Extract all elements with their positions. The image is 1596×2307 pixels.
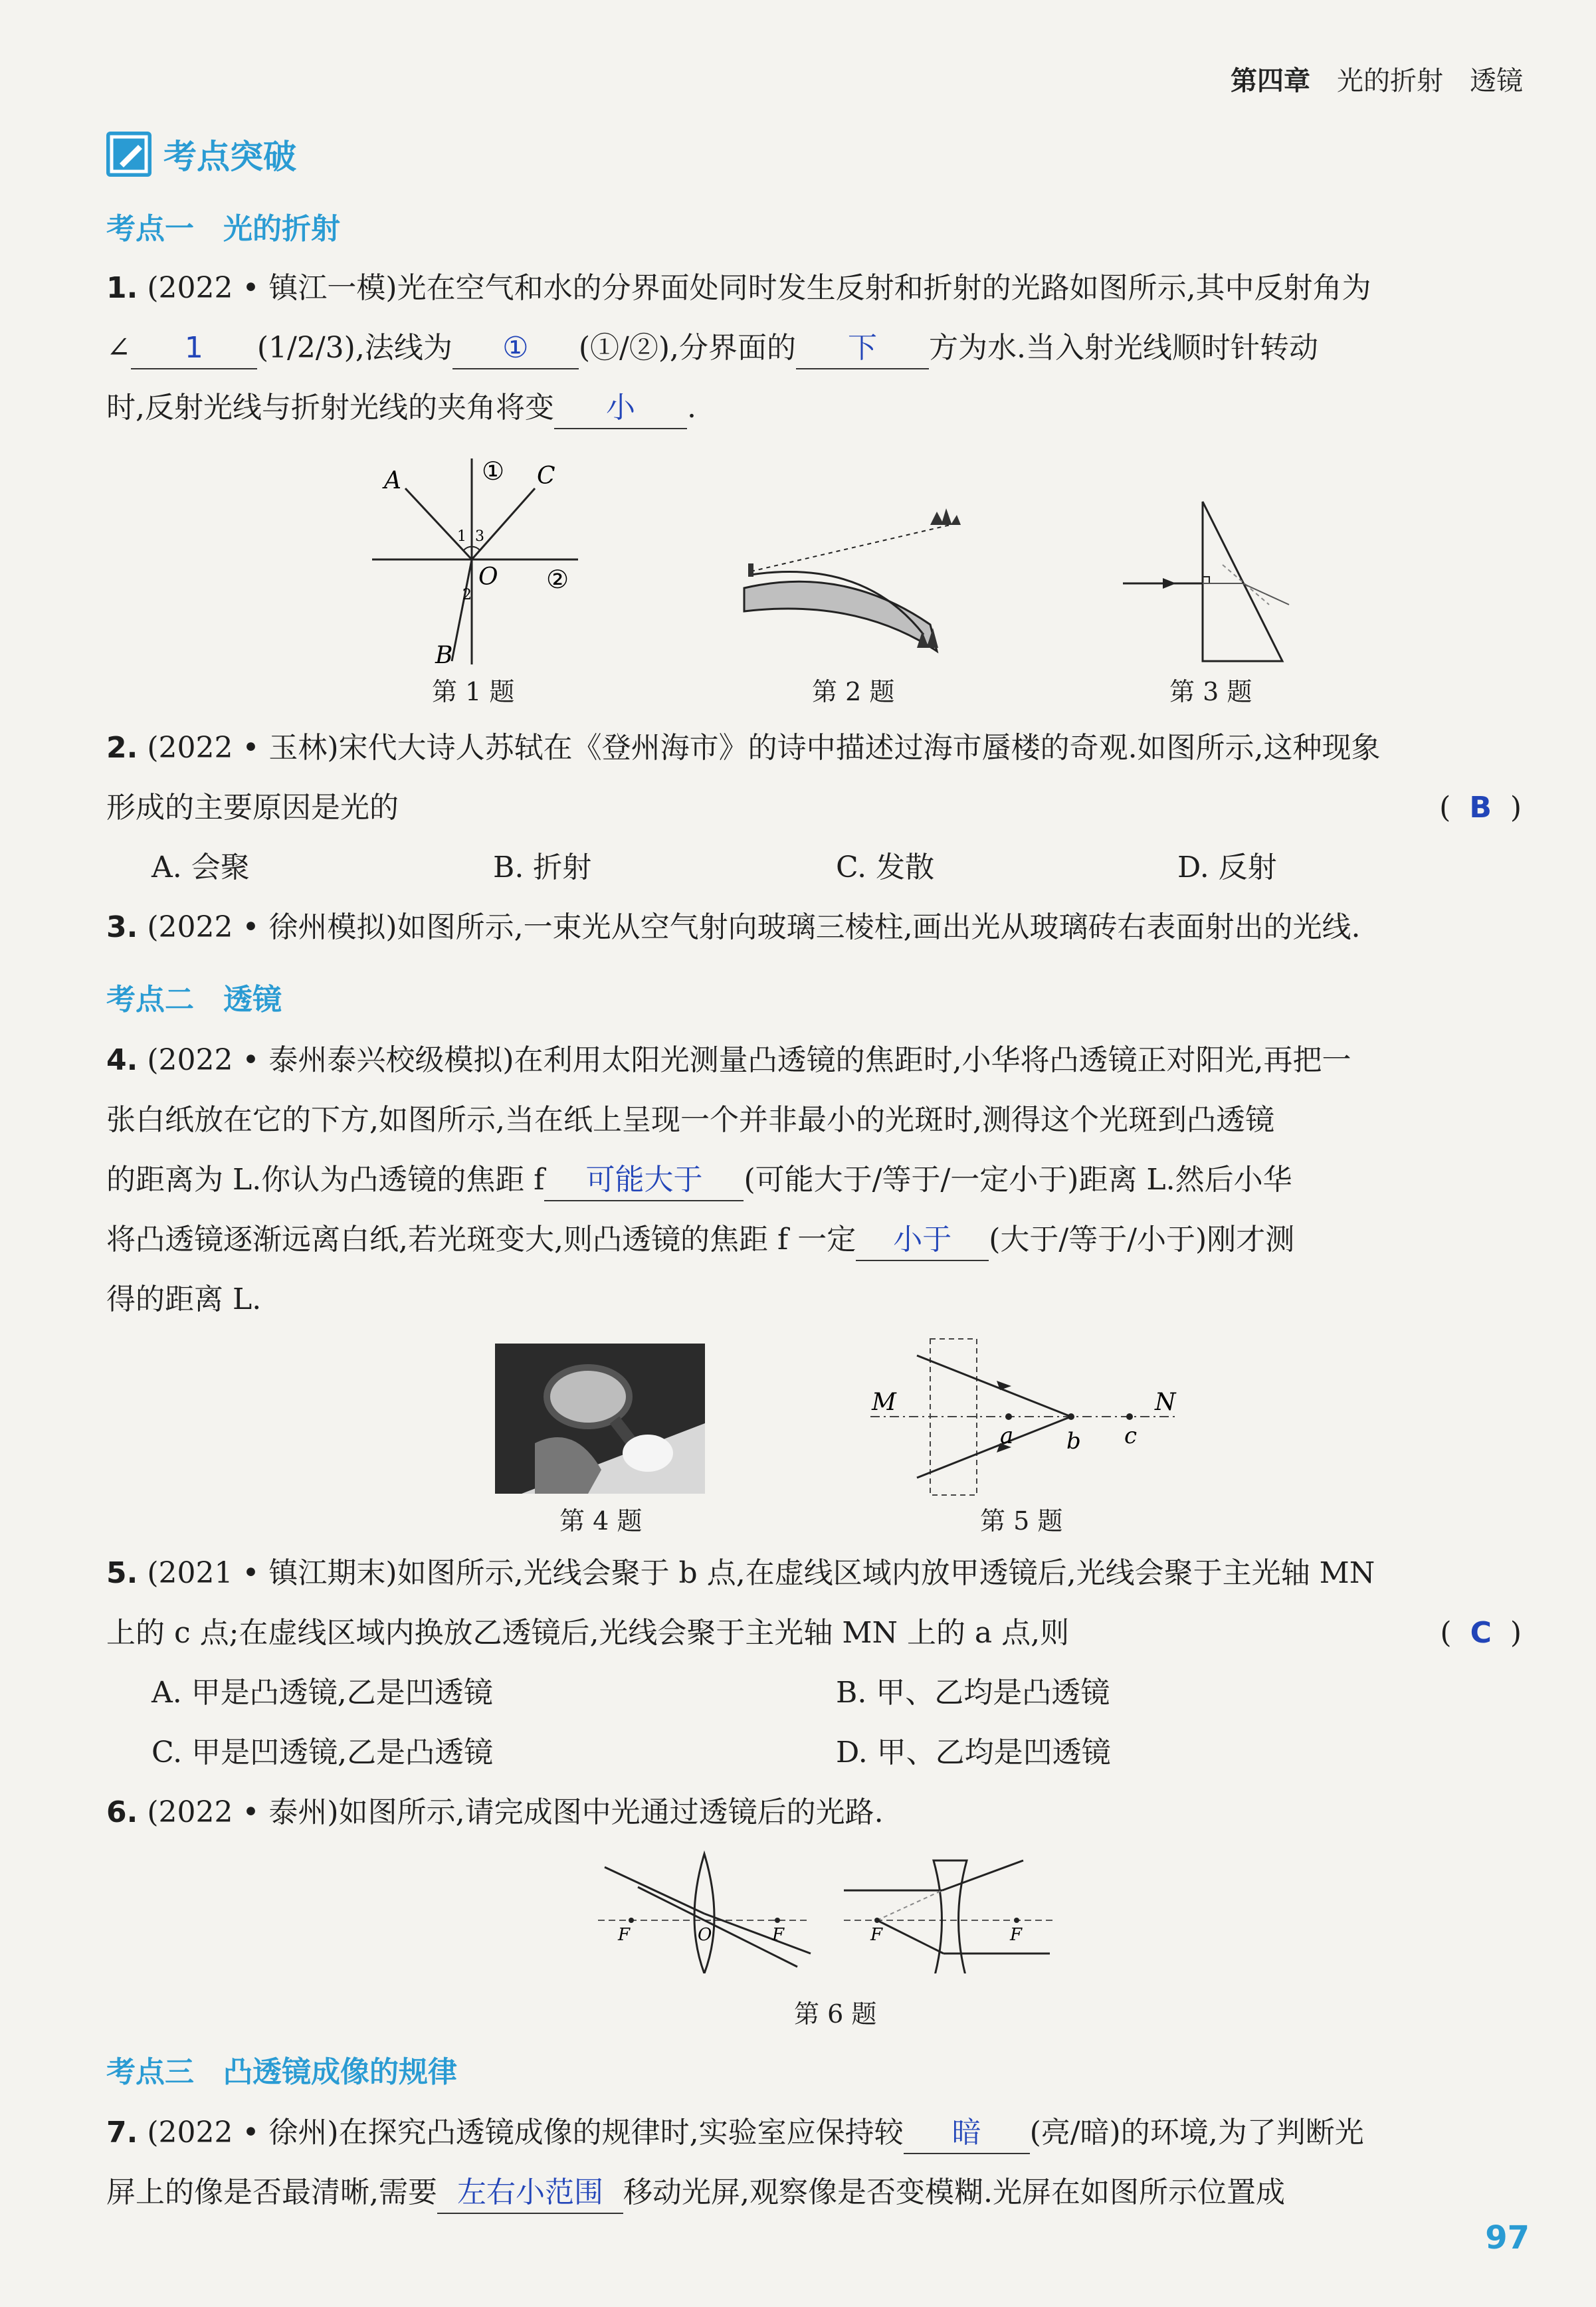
q4-line3 bbox=[106, 1160, 1522, 1201]
label-C: C bbox=[537, 462, 555, 490]
label-interface-2: ② bbox=[546, 565, 569, 594]
question-text: 将凸透镜逐渐远离白纸,若光斑变大,则凸透镜的焦距 f 一定 bbox=[106, 1223, 856, 1256]
question-text: 形成的主要原因是光的 bbox=[106, 791, 399, 825]
question-text: 方为水.当入射光线顺时针转动 bbox=[928, 331, 1318, 365]
figure-6-diagram bbox=[598, 1841, 1063, 1973]
option-b: B. 折射 bbox=[493, 851, 592, 884]
option-c: C. 发散 bbox=[836, 851, 935, 884]
ray-B bbox=[452, 559, 472, 661]
point-b bbox=[1068, 1413, 1074, 1420]
light-spot bbox=[623, 1435, 673, 1472]
option-a: A. 会聚 bbox=[151, 851, 250, 884]
subsection-label: 透镜 bbox=[1470, 66, 1523, 96]
question-number: 5. bbox=[106, 1556, 138, 1590]
focus-right bbox=[1014, 1918, 1019, 1923]
q5-line2 bbox=[106, 1613, 1522, 1653]
figure-3-prism bbox=[1116, 498, 1302, 671]
answer-blank: ① bbox=[452, 328, 579, 369]
question-text: (1/2/3),法线为 bbox=[256, 331, 452, 365]
question-text: (大于/等于/小于)刚才测 bbox=[989, 1223, 1295, 1256]
section-title-text: 考点突破 bbox=[163, 138, 296, 176]
arrow-icon bbox=[1163, 578, 1176, 589]
topic-name: 凸透镜成像的规律 bbox=[223, 2055, 457, 2089]
option-d: D. 甲、乙均是凹透镜 bbox=[836, 1736, 1111, 1769]
question-text: 时,反射光线与折射光线的夹角将变 bbox=[106, 391, 554, 425]
option-b: B. 甲、乙均是凸透镜 bbox=[836, 1676, 1110, 1710]
label-O: O bbox=[478, 563, 498, 591]
ray-A bbox=[405, 488, 472, 559]
lower-ray bbox=[917, 1417, 1071, 1478]
caption-fig6: 第 6 题 bbox=[794, 1999, 877, 2029]
label-c: c bbox=[1124, 1423, 1138, 1449]
upper-ray bbox=[917, 1355, 1071, 1417]
option-c: C. 甲是凹透镜,乙是凸透镜 bbox=[151, 1736, 494, 1769]
label-F: F bbox=[772, 1925, 785, 1945]
ray-C bbox=[472, 488, 535, 559]
topic-name: 透镜 bbox=[223, 983, 282, 1017]
question-text: . bbox=[687, 391, 696, 425]
q5-line1 bbox=[106, 1554, 1522, 1593]
question-text: (①/②),分界面的 bbox=[578, 331, 796, 365]
section-title bbox=[106, 128, 296, 181]
caption-fig4: 第 4 题 bbox=[559, 1506, 643, 1536]
label-F: F bbox=[618, 1925, 631, 1945]
question-text: 屏上的像是否最清晰,需要 bbox=[106, 2175, 437, 2209]
figure-2-mirage bbox=[731, 505, 983, 664]
topic-heading-1 bbox=[106, 205, 340, 247]
question-text: (2022 • 徐州模拟)如图所示,一束光从空气射向玻璃三棱柱,画出光从玻璃砖右表面射出的光线. bbox=[147, 910, 1361, 944]
topic-heading-3 bbox=[106, 2048, 457, 2090]
caption-fig3: 第 3 题 bbox=[1169, 677, 1252, 706]
q1-line3 bbox=[106, 388, 1522, 429]
question-number: 4. bbox=[106, 1043, 138, 1077]
section-label: 光的折射 bbox=[1337, 66, 1443, 96]
answer-blank: 暗 bbox=[904, 2113, 1030, 2154]
question-text: 移动光屏,观察像是否变模糊.光屏在如图所示位置成 bbox=[623, 2175, 1285, 2209]
question-number: 3. bbox=[106, 910, 138, 944]
label-b: b bbox=[1066, 1428, 1081, 1454]
question-text: (2022 • 玉林)宋代大诗人苏轼在《登州海市》的诗中描述过海市蜃楼的奇观.如图所示,这种现象 bbox=[147, 731, 1381, 765]
topic-name: 光的折射 bbox=[223, 212, 340, 246]
answer-bracket: ( C ) bbox=[1440, 1616, 1522, 1650]
q7-line1 bbox=[106, 2113, 1522, 2154]
focus-left bbox=[874, 1918, 880, 1923]
label-B: B bbox=[435, 642, 453, 669]
q6-line1 bbox=[106, 1793, 1522, 1833]
label-F: F bbox=[870, 1925, 883, 1945]
figure-1-diagram bbox=[372, 452, 591, 671]
ray-extension bbox=[877, 1890, 942, 1920]
question-text: (亮/暗)的环境,为了判断光 bbox=[1029, 2116, 1364, 2150]
question-text: (2022 • 徐州)在探究凸透镜成像的规律时,实验室应保持较 bbox=[147, 2116, 904, 2150]
magnifier-lens bbox=[547, 1367, 629, 1426]
answer-blank: 左右小范围 bbox=[437, 2173, 623, 2214]
question-text: 得的距离 L. bbox=[106, 1282, 262, 1316]
label-a: a bbox=[1000, 1423, 1014, 1449]
q1-line1 bbox=[106, 268, 1522, 308]
answer-blank: 可能大于 bbox=[544, 1160, 744, 1201]
label-O: O bbox=[698, 1925, 712, 1945]
label-A: A bbox=[384, 467, 401, 494]
q2-line2 bbox=[106, 788, 1522, 828]
answer-blank: 1 bbox=[131, 328, 257, 369]
caption-fig5: 第 5 题 bbox=[980, 1506, 1063, 1536]
q2-line1 bbox=[106, 728, 1522, 768]
question-text: (2022 • 镇江一模)光在空气和水的分界面处同时发生反射和折射的光路如图所示,其中反射角为 bbox=[147, 271, 1371, 305]
apparent-ray bbox=[751, 525, 950, 571]
label-normal-1: ① bbox=[482, 456, 505, 486]
option-d: D. 反射 bbox=[1177, 851, 1277, 884]
question-text: (2022 • 泰州泰兴校级模拟)在利用太阳光测量凸透镜的焦距时,小华将凸透镜正对阳光,再把一 bbox=[147, 1043, 1351, 1077]
q4-line1 bbox=[106, 1041, 1522, 1080]
q4-line5 bbox=[106, 1280, 1522, 1320]
angle-symbol: ∠ bbox=[106, 331, 131, 365]
question-text: 上的 c 点;在虚线区域内换放乙透镜后,光线会聚于主光轴 MN 上的 a 点,则 bbox=[106, 1616, 1070, 1650]
caption-fig1: 第 1 题 bbox=[432, 677, 515, 706]
answer-blank: 小于 bbox=[856, 1220, 989, 1261]
point-a bbox=[1005, 1413, 1012, 1420]
question-text: (2022 • 泰州)如图所示,请完成图中光通过透镜后的光路. bbox=[147, 1795, 884, 1829]
figure-4-photo bbox=[495, 1344, 705, 1494]
q1-line2 bbox=[106, 328, 1522, 369]
ray-diverge bbox=[942, 1860, 1023, 1890]
topic-heading-2 bbox=[106, 975, 282, 1018]
mirage-image-icon bbox=[930, 508, 961, 525]
page-header bbox=[1231, 60, 1523, 98]
prism-outline bbox=[1203, 502, 1282, 661]
concave-lens bbox=[934, 1860, 967, 1973]
topic-num: 考点二 bbox=[106, 983, 194, 1017]
observer-icon bbox=[748, 563, 753, 577]
q3-line1 bbox=[106, 908, 1522, 948]
label-M: M bbox=[872, 1389, 896, 1416]
q7-line2 bbox=[106, 2173, 1522, 2214]
angle-2: 2 bbox=[462, 587, 472, 603]
figure-5-diagram bbox=[864, 1336, 1183, 1502]
pencil-icon bbox=[106, 132, 151, 177]
label-F: F bbox=[1010, 1925, 1023, 1945]
focus-left bbox=[629, 1918, 634, 1923]
angle-3: 3 bbox=[475, 528, 484, 545]
choice-answer: B bbox=[1469, 791, 1492, 825]
ray-incident bbox=[605, 1867, 704, 1914]
angle-1: 1 bbox=[457, 528, 466, 545]
chapter-label: 第四章 bbox=[1231, 66, 1310, 96]
question-text: 的距离为 L.你认为凸透镜的焦距 f bbox=[106, 1163, 545, 1197]
topic-num: 考点一 bbox=[106, 212, 194, 246]
choice-answer: C bbox=[1470, 1616, 1492, 1650]
question-text: (可能大于/等于/一定小于)距离 L.然后小华 bbox=[744, 1163, 1292, 1197]
caption-fig2: 第 2 题 bbox=[812, 677, 895, 706]
question-text: (2021 • 镇江期末)如图所示,光线会聚于 b 点,在虚线区域内放甲透镜后,光线会聚于主光轴 MN bbox=[147, 1556, 1375, 1590]
answer-bracket: ( B ) bbox=[1439, 791, 1522, 825]
question-number: 7. bbox=[106, 2116, 138, 2150]
ray-toward-focus bbox=[877, 1920, 944, 1954]
point-c bbox=[1126, 1413, 1133, 1420]
topic-num: 考点三 bbox=[106, 2055, 194, 2089]
question-number: 6. bbox=[106, 1795, 138, 1829]
option-a: A. 甲是凸透镜,乙是凹透镜 bbox=[151, 1676, 493, 1710]
q4-line4 bbox=[106, 1220, 1522, 1261]
page-number: 97 bbox=[1485, 2219, 1530, 2257]
question-number: 2. bbox=[106, 731, 138, 765]
question-number: 1. bbox=[106, 271, 138, 305]
answer-blank: 小 bbox=[554, 388, 687, 429]
answer-blank: 下 bbox=[796, 328, 929, 369]
label-N: N bbox=[1155, 1389, 1176, 1416]
focus-right bbox=[775, 1918, 780, 1923]
q4-line2 bbox=[106, 1100, 1522, 1140]
question-text: 张白纸放在它的下方,如图所示,当在纸上呈现一个并非最小的光斑时,测得这个光斑到凸透镜 bbox=[106, 1103, 1274, 1137]
